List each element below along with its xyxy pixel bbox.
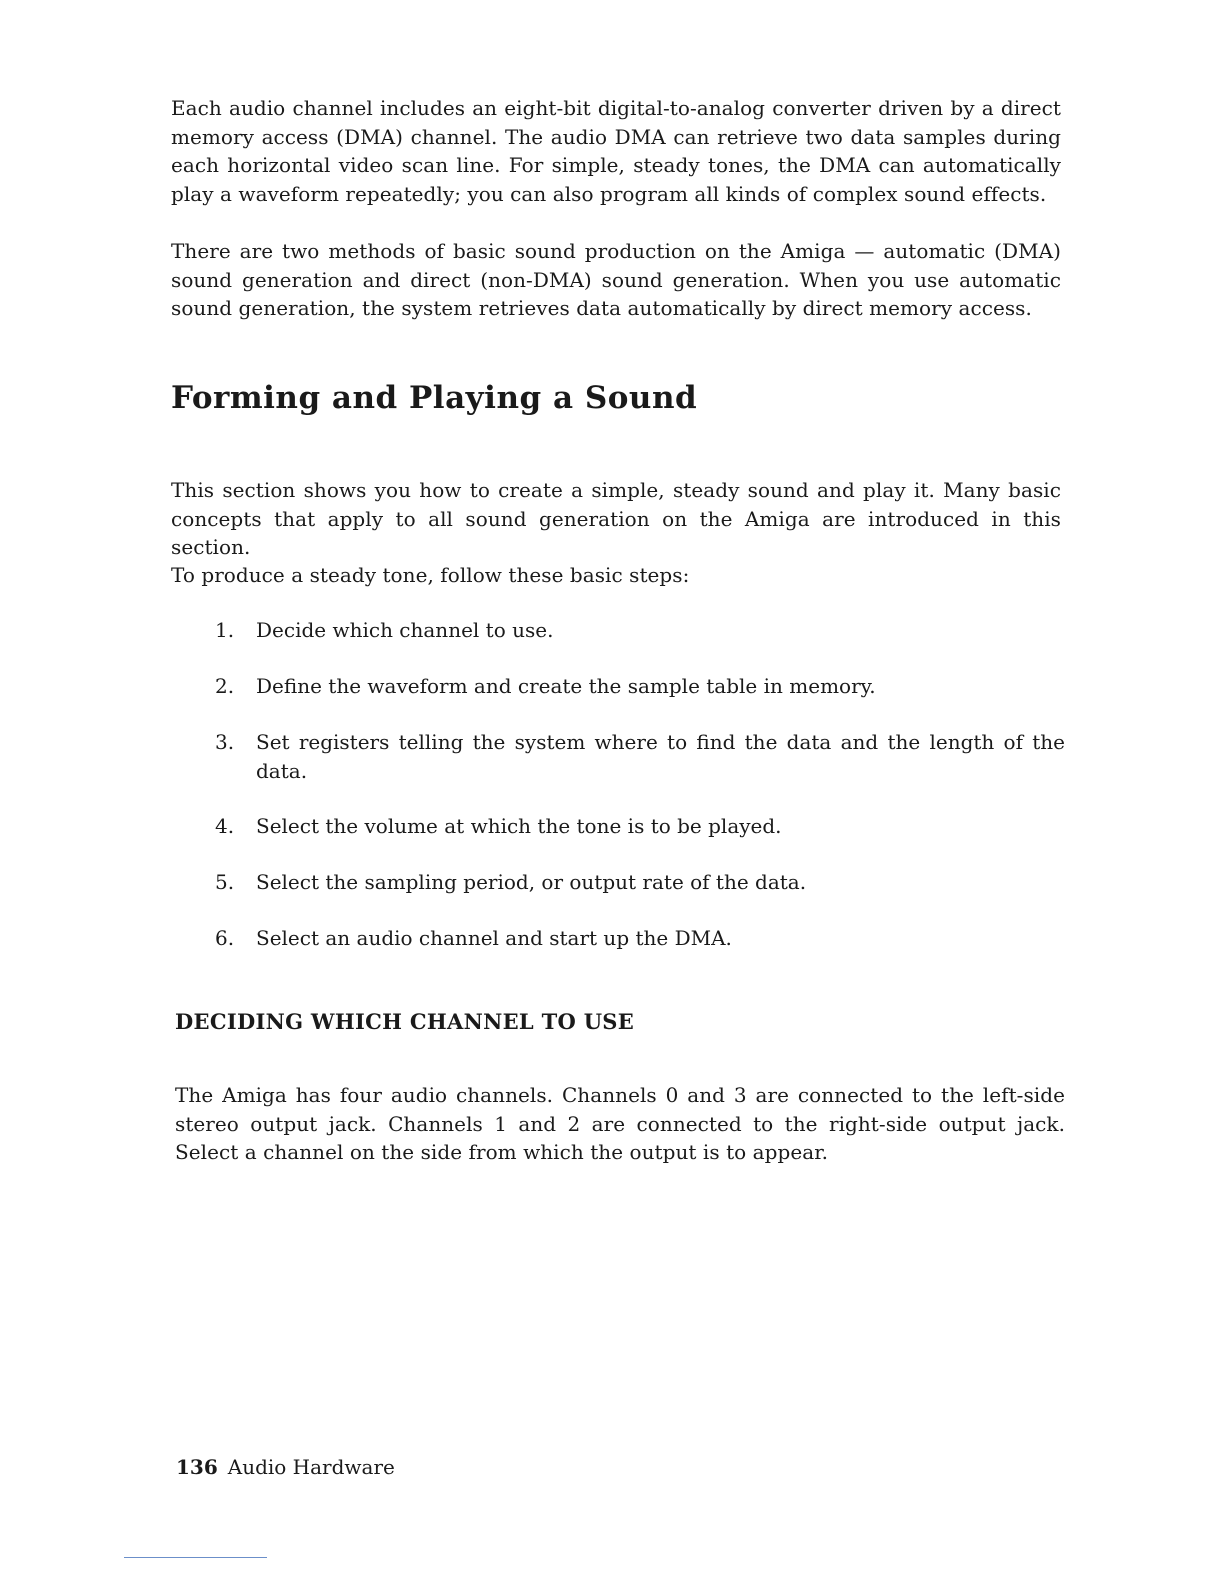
step-number: 3. xyxy=(215,730,235,754)
step-number: 5. xyxy=(215,870,235,894)
step-number: 4. xyxy=(215,814,235,838)
footer-rule xyxy=(124,1557,267,1558)
section-heading: Forming and Playing a Sound xyxy=(171,380,698,416)
page-footer xyxy=(176,1455,395,1479)
step-text: Select the volume at which the tone is to be played. xyxy=(256,814,782,838)
subsection-heading: DECIDING WHICH CHANNEL TO USE xyxy=(175,1009,635,1034)
page-number: 136 xyxy=(176,1455,218,1479)
intro-paragraph-methods: There are two methods of basic sound production on the Amiga — automatic (DMA) sound generation and direct (non-DMA) sound generation. When you use automatic sound generation, the system retrieves data automatically by direct memory access. xyxy=(171,239,1061,320)
step-text: Select the sampling period, or output rate of the data. xyxy=(256,870,807,894)
step-text: Select an audio channel and start up the DMA. xyxy=(256,926,732,950)
step-text: Define the waveform and create the sample table in memory. xyxy=(256,674,876,698)
section-intro-paragraph: This section shows you how to create a simple, steady sound and play it. Many basic concepts that apply to all sound generation on the Amiga are introduced in this section. xyxy=(171,478,1061,559)
step-number: 6. xyxy=(215,926,235,950)
step-text: Set registers telling the system where to find the data and the length of the data. xyxy=(256,730,1065,783)
step-number: 1. xyxy=(215,618,235,642)
step-text: Decide which channel to use. xyxy=(256,618,554,642)
intro-paragraph-dma: Each audio channel includes an eight-bit digital-to-analog converter driven by a direct memory access (DMA) channel. The audio DMA can retrieve two data samples during each horizontal video scan line. For simple, steady tones, the DMA can automatically play a waveform repeatedly; you can also program all kinds of complex sound effects. xyxy=(171,96,1061,206)
subsection-paragraph: The Amiga has four audio channels. Channels 0 and 3 are connected to the left-side stereo output jack. Channels 1 and 2 are connected to the right-side output jack. Select a channel on the side from which the output is to appear. xyxy=(175,1083,1065,1164)
step-number: 2. xyxy=(215,674,235,698)
steps-lead-paragraph: To produce a steady tone, follow these basic steps: xyxy=(171,563,690,587)
chapter-title: Audio Hardware xyxy=(227,1455,395,1479)
